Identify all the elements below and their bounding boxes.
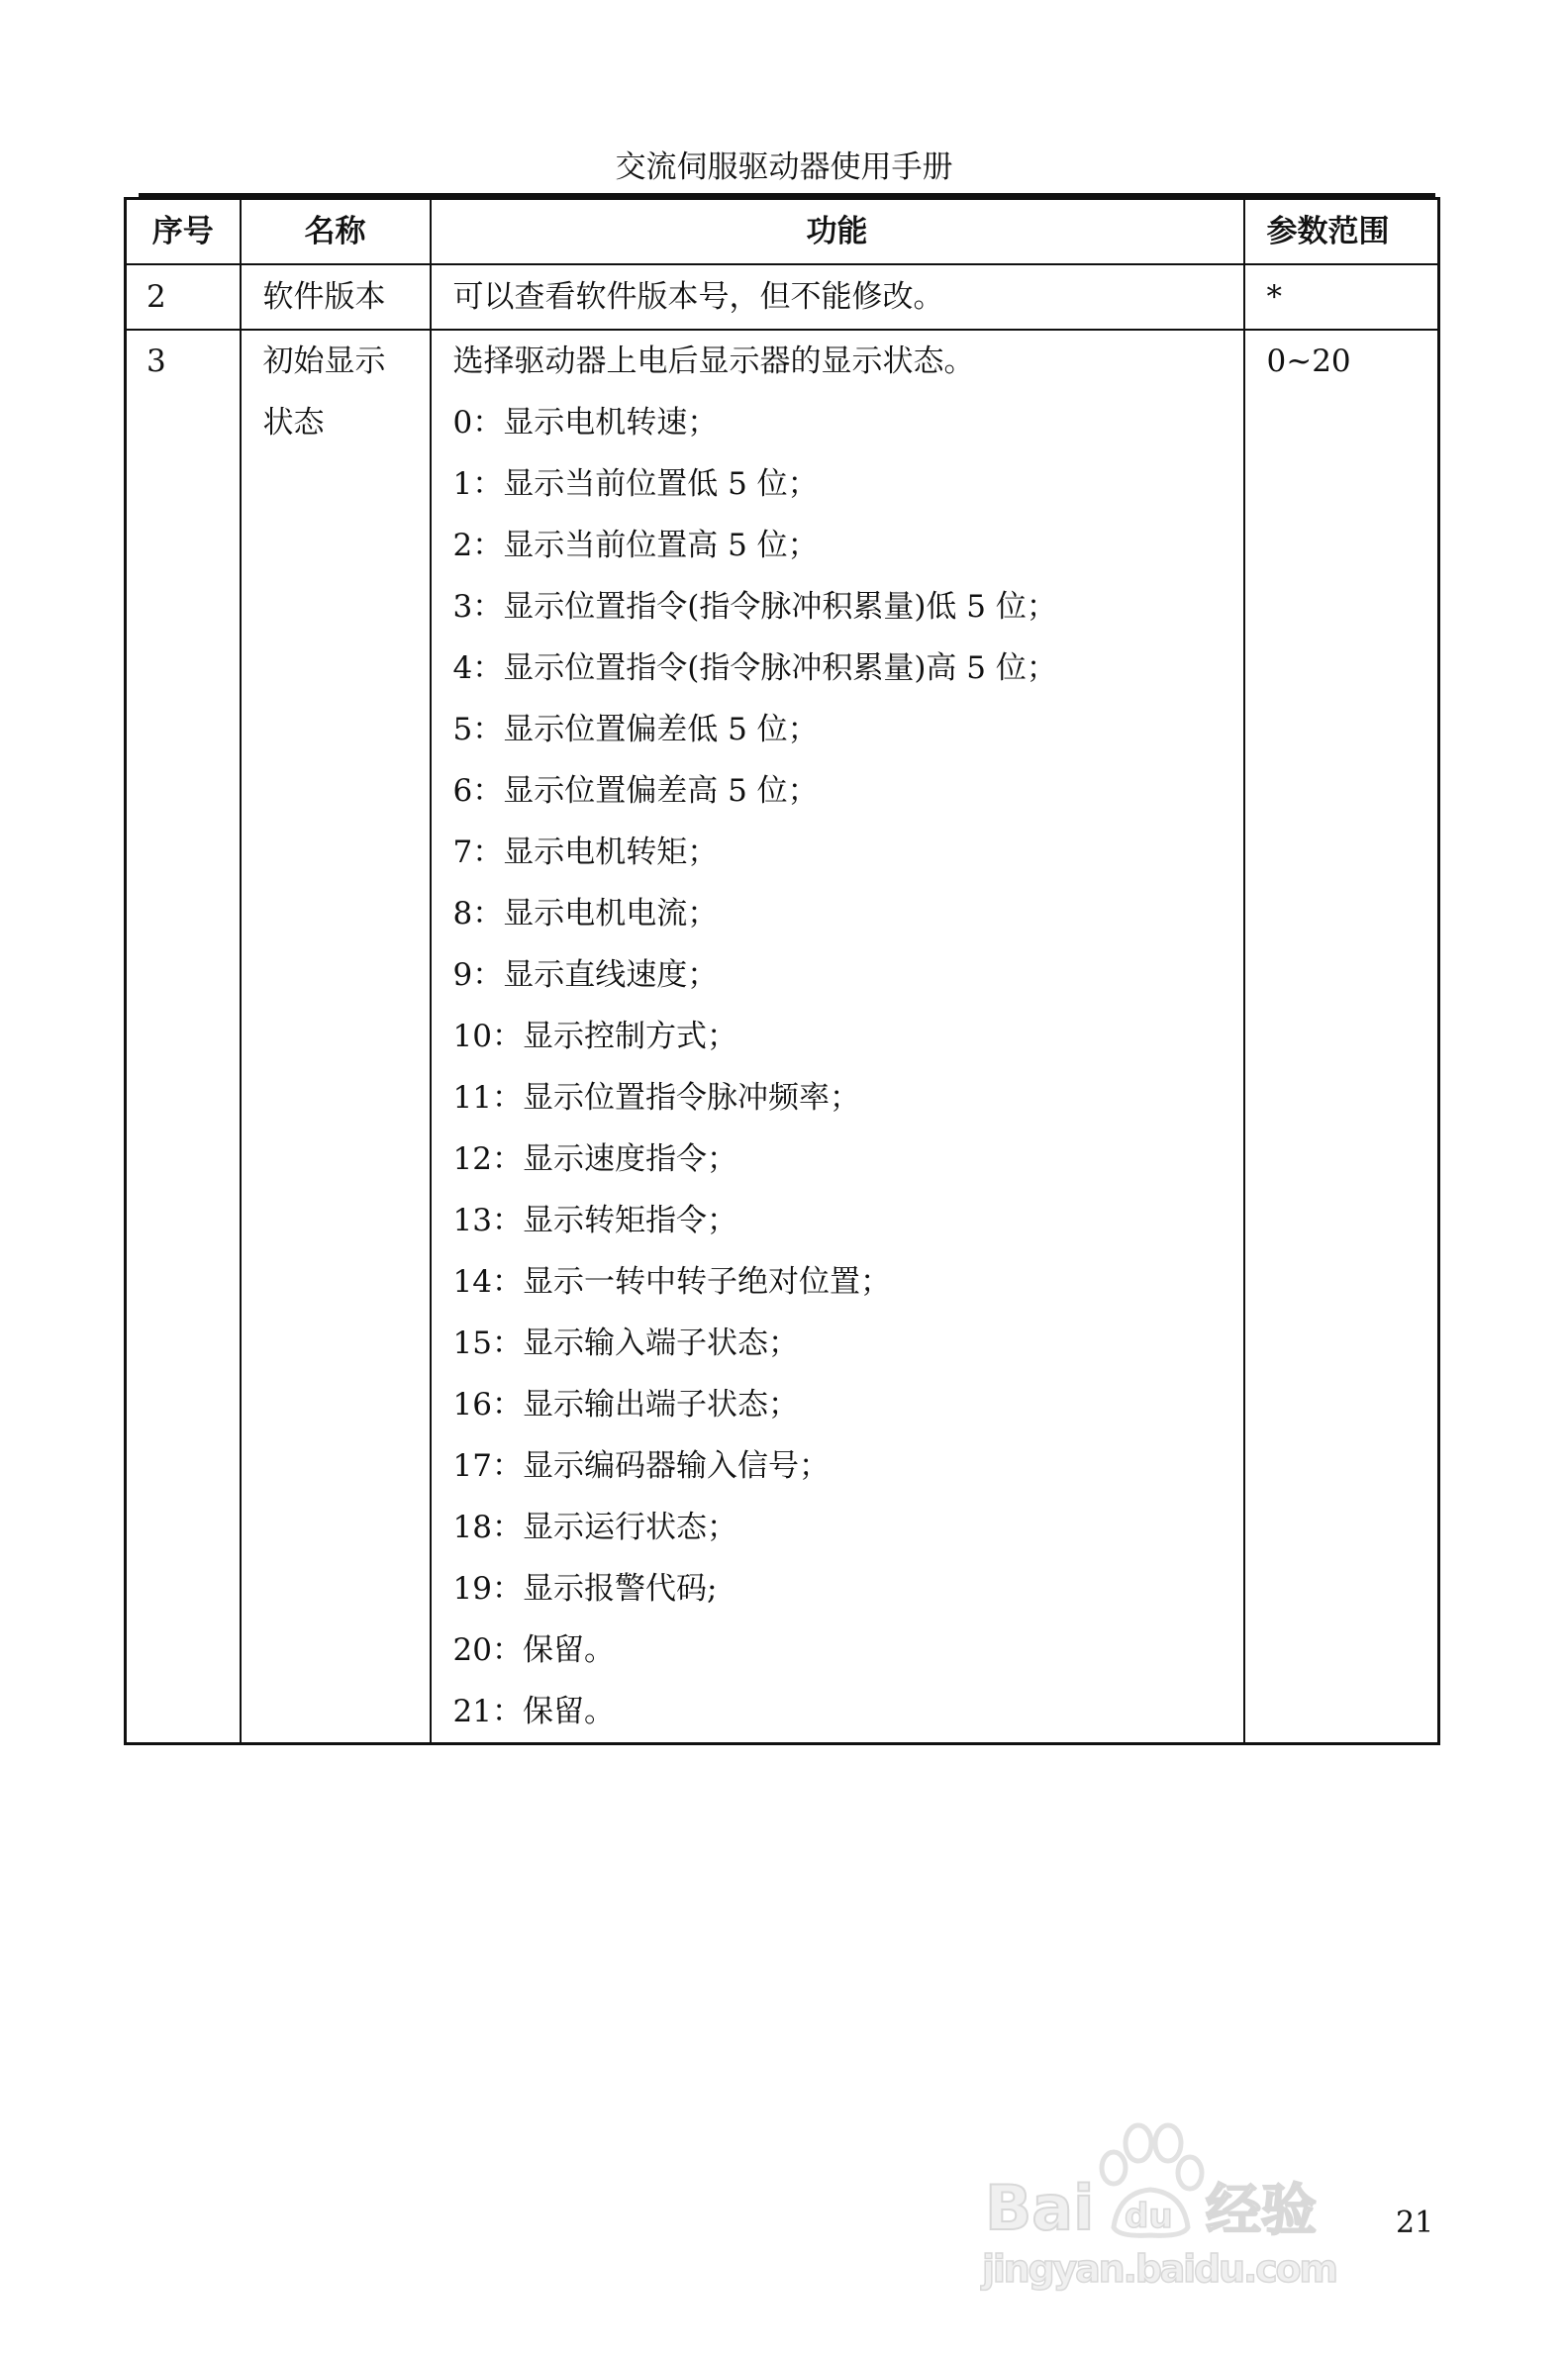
function-line: 5：显示位置偏差低 5 位； [452, 712, 819, 747]
svg-text:jingyan.baidu.com: jingyan.baidu.com [982, 2247, 1338, 2291]
parameter-table [124, 197, 1440, 1745]
function-line: 11：显示位置指令脉冲频率； [452, 1080, 860, 1116]
cell-function [431, 264, 1244, 330]
function-line: 0：显示电机转速； [452, 405, 719, 441]
svg-text:du: du [1125, 2197, 1173, 2236]
table-header-row [126, 199, 1439, 265]
function-line: 8：显示电机电流； [452, 896, 719, 932]
cell-name [241, 264, 431, 330]
function-line: 12：显示速度指令； [452, 1141, 737, 1177]
name-line: 状态 [262, 405, 325, 441]
svg-text:Bai: Bai [985, 2172, 1095, 2244]
function-line: 14：显示一转中转子绝对位置； [452, 1264, 891, 1300]
table-row [126, 264, 1439, 330]
column-header-function: 功能 [431, 199, 1244, 265]
function-line: 10：显示控制方式； [452, 1019, 737, 1054]
function-line: 2：显示当前位置高 5 位； [452, 528, 819, 563]
cell-name [241, 330, 431, 1744]
function-line: 1：显示当前位置低 5 位； [452, 466, 819, 502]
cell-range: 0~20 [1244, 330, 1439, 1744]
function-line: 17：显示编码器输入信号； [452, 1448, 830, 1484]
function-line: 13：显示转矩指令； [452, 1203, 737, 1238]
function-line: 21：保留。 [452, 1694, 615, 1729]
page-number: 21 [1396, 2206, 1434, 2240]
function-line: 20：保留。 [452, 1632, 615, 1668]
cell-no: 2 [126, 264, 241, 330]
column-header-range: 参数范围 [1244, 199, 1439, 265]
column-header-no: 序号 [126, 199, 241, 265]
cell-no: 3 [126, 330, 241, 1744]
function-line: 18：显示运行状态； [452, 1510, 737, 1545]
page-header-title: 交流伺服驱动器使用手册 [615, 149, 953, 185]
function-line: 7：显示电机转矩； [452, 834, 719, 870]
function-line: 6：显示位置偏差高 5 位； [452, 773, 819, 809]
name-line: 软件版本 [262, 279, 386, 315]
function-line: 选择驱动器上电后显示器的显示状态。 [452, 344, 975, 379]
function-line: 15：显示输入端子状态； [452, 1325, 799, 1361]
column-header-name: 名称 [241, 199, 431, 265]
function-line: 3：显示位置指令(指令脉冲积累量)低 5 位； [452, 589, 1057, 625]
function-line: 9：显示直线速度； [452, 957, 719, 993]
cell-function [431, 330, 1244, 1744]
name-line: 初始显示 [262, 344, 386, 379]
cell-range: * [1244, 264, 1439, 330]
function-line: 16：显示输出端子状态； [452, 1387, 799, 1423]
table-row [126, 330, 1439, 1744]
function-line: 4：显示位置指令(指令脉冲积累量)高 5 位； [452, 650, 1057, 686]
svg-text:经验: 经验 [1206, 2179, 1317, 2243]
function-line: 可以查看软件版本号，但不能修改。 [452, 279, 944, 315]
baidu-jingyan-watermark [980, 2118, 1356, 2297]
function-line: 19：显示报警代码; [452, 1571, 718, 1607]
